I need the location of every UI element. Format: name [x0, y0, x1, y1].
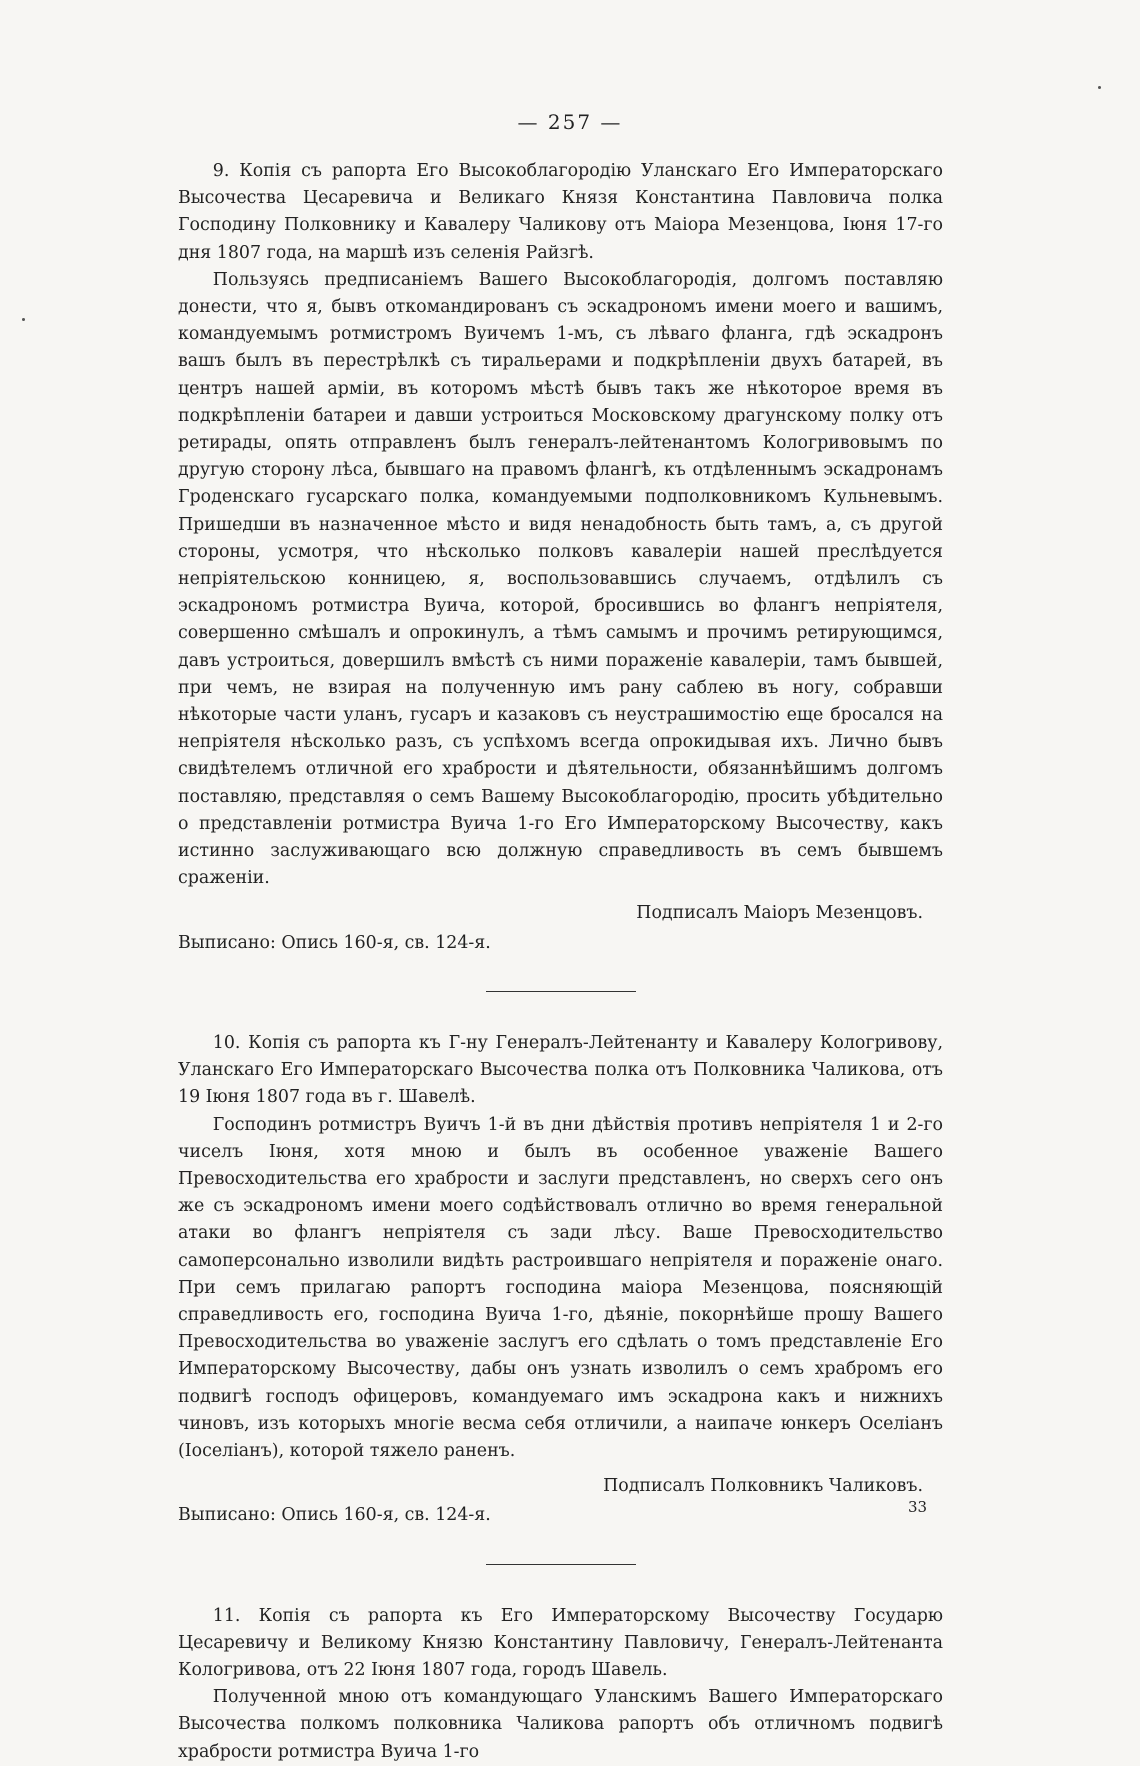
document-11-heading: 11. Копія съ рапорта къ Его Императорскому Высочеству Государю Цесаревичу и Великому Князю Константину Павловичу, Генералъ-Лейтенанта Кологривова, отъ 22 Іюня 1807 года, городъ Шавель. — [178, 1605, 943, 1680]
document-11-body: Полученной мною отъ командующаго Уланскимъ Вашего Императорскаго Высочества полкомъ полковника Чаликова рапортъ объ отличномъ подвигѣ храбрости ротмистра Вуича 1-го — [178, 1687, 943, 1762]
sheet-number: 33 — [908, 1498, 928, 1516]
page-content — [178, 158, 943, 1766]
document-10-source: Выписано: Опись 160-я, св. 124-я. — [178, 1505, 491, 1526]
scan-speck — [22, 318, 25, 321]
page-number: — 257 — — [517, 110, 623, 134]
document-9-body: Пользуясь предписаніемъ Вашего Высокоблагородія, долгомъ поставляю донести, что я, бывъ откомандированъ съ эскадрономъ имени моего и вашимъ, командуемымъ ротмистромъ Вуичемъ 1-мъ, съ лѣваго фланга, гдѣ эскадронъ вашъ былъ въ перестрѣлкѣ съ тиральерами и подкрѣпленіи двухъ батарей, въ центръ нашей арміи, въ которомъ мѣстѣ бывъ такъ же нѣкоторое время въ подкрѣпленіи батареи и давши устроиться Московскому драгунскому полку отъ ретирады, опять отправленъ былъ генералъ-лейтенантомъ Кологривовымъ по другую сторону лѣса, бывшаго на правомъ флангѣ, къ отдѣленнымъ эскадронамъ Гроденскаго гусарскаго полка, командуемыми подполковникомъ Кульневымъ. Пришедши въ назначенное мѣсто и видя ненадобность быть тамъ, а, съ другой стороны, усмотря, что нѣсколько полковъ кавалеріи нашей преслѣдуется непріятельскою конницею, я, воспользовавшись случаемъ, отдѣлилъ съ эскадрономъ ротмистра Вуича, которой, бросившись во флангъ непріятеля, совершенно смѣшалъ и опрокинулъ, а тѣмъ самымъ и прочимъ ретирующимся, давъ устроиться, довершилъ вмѣстѣ съ ними пораженіе кавалеріи, тамъ бывшей, при чемъ, не взирая на полученную имъ рану саблею въ ногу, собравши нѣкоторые части уланъ, гусаръ и казаковъ съ неустрашимостію еще бросался на непріятеля нѣсколько разъ, съ успѣхомъ всегда опрокидывая ихъ. Лично бывъ свидѣтелемъ отличной его храбрости и дѣятельности, обязаннѣйшимъ долгомъ поставляю, представляя о семъ Вашему Высокоблагородію, просить убѣдительно о представленіи ротмистра Вуича 1-го Его Императорскому Высочеству, какъ истинно заслуживающаго всю должную справедливость въ семъ бывшемъ сраженіи. — [178, 269, 943, 889]
section-divider — [486, 991, 636, 992]
section-divider — [486, 1564, 636, 1565]
document-10-heading: 10. Копія съ рапорта къ Г-ну Генералъ-Лейтенанту и Кавалеру Кологривову, Уланскаго Его Императорскаго Высочества полка отъ Полковника Чаликова, отъ 19 Іюня 1807 года въ г. Шавелѣ. — [178, 1032, 943, 1108]
document-9-source: Выписано: Опись 160-я, св. 124-я. — [178, 932, 491, 953]
document-9-signature: Подписалъ Маіоръ Мезенцовъ. — [636, 903, 923, 924]
scan-speck — [1098, 86, 1101, 89]
document-9-heading: 9. Копія съ рапорта Его Высокоблагородію Уланскаго Его Императорскаго Высочества Цесаревича и Великаго Князя Константина Павловича полка Господину Полковнику и Кавалеру Чаликову отъ Маіора Мезенцова, Іюня 17-го дня 1807 года, на маршѣ изъ селенія Райзгѣ. — [178, 161, 943, 263]
document-10-body: Господинъ ротмистръ Вуичъ 1-й въ дни дѣйствія противъ непріятеля 1 и 2-го чиселъ Іюня, хотя мною и былъ въ особенное уваженіе Вашего Превосходительства его храбрости и заслуги представленъ, но сверхъ сего онъ же съ эскадрономъ имени моего содѣйствовалъ отлично во время генеральной атаки во флангъ непріятеля съ зади лѣсу. Ваше Превосходительство самоперсонально изволили видѣть растроившаго непріятеля и пораженіе онаго. При семъ прилагаю рапортъ господина маіора Мезенцова, поясняющій справедливость его, господина Вуича 1-го, дѣяніе, покорнѣйше прошу Вашего Превосходительства во уваженіе заслугъ его сдѣлать о томъ представленіе Его Императорскому Высочеству, дабы онъ узнать изволилъ о семъ храбромъ его подвигѣ господъ офицеровъ, командуемаго имъ эскадрона какъ и нижнихъ чиновъ, изъ которыхъ многіе весма себя отличили, а наипаче юнкеръ Оселіанъ (Іоселіанъ), которой тяжело раненъ. — [178, 1114, 943, 1461]
document-10-signature: Подписалъ Полковникъ Чаликовъ. — [603, 1476, 923, 1497]
